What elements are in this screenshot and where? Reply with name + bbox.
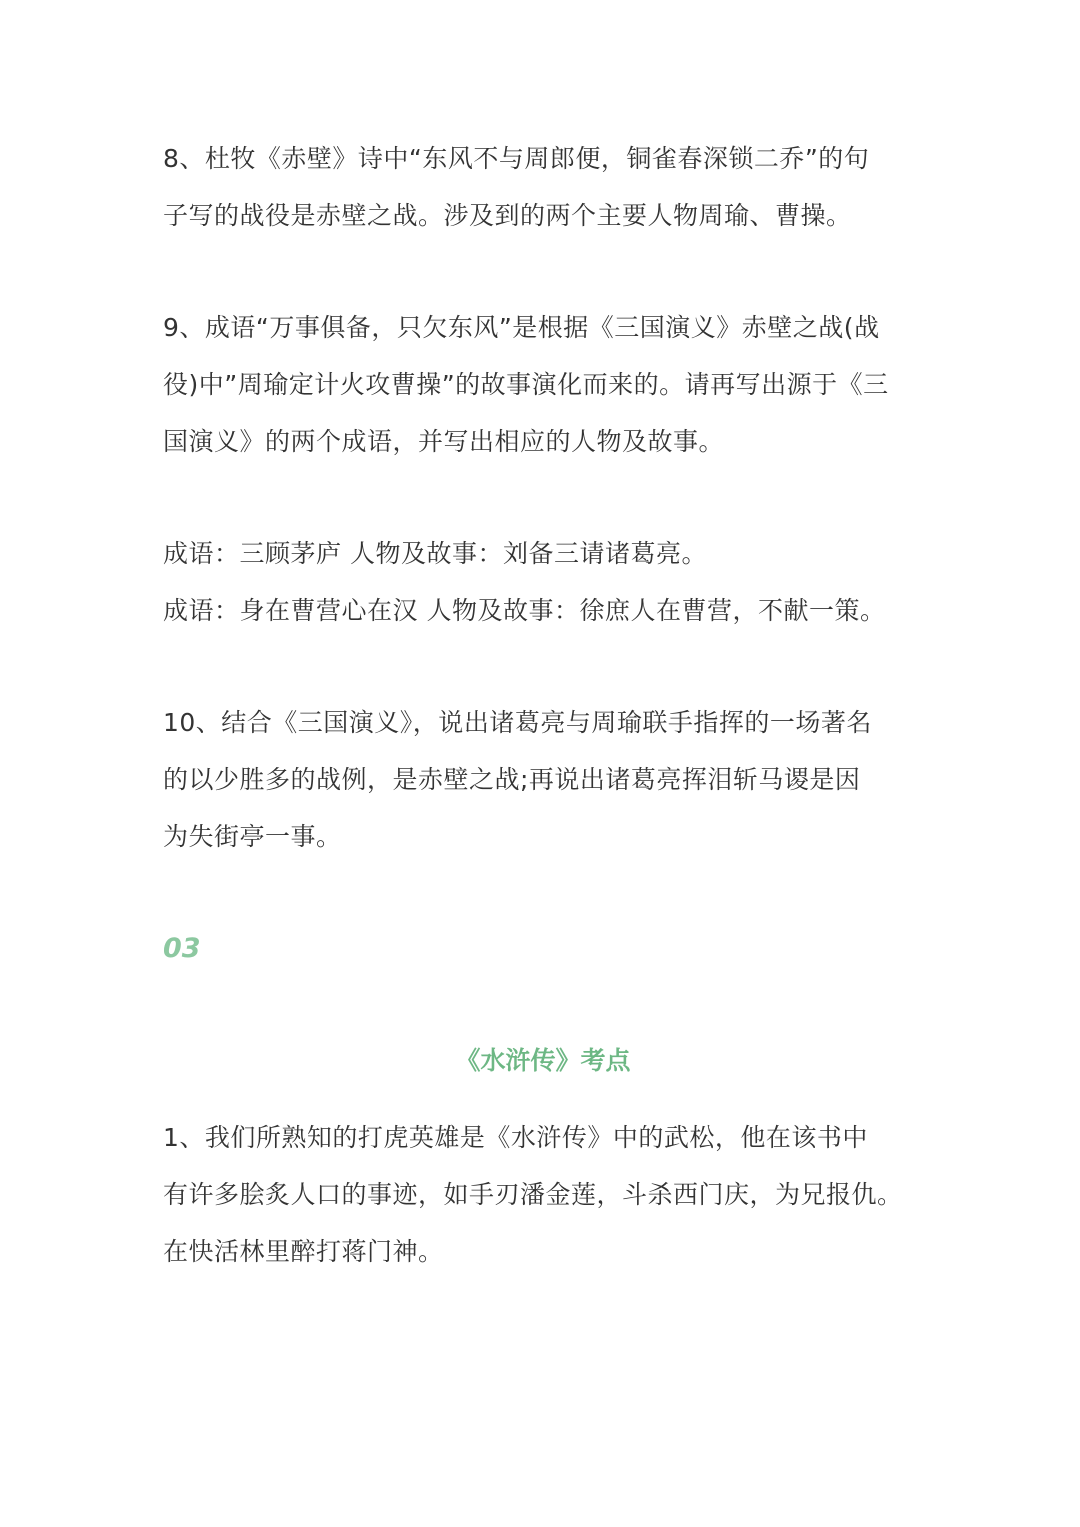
section-title: 《水浒传》考点 [455, 1046, 631, 1075]
text-line: 国演义》的两个成语，并写出相应的人物及故事。 [163, 427, 725, 456]
question-8 [163, 130, 923, 244]
text-line: 在快活林里醉打蒋门神。 [163, 1237, 444, 1266]
question-9 [163, 299, 923, 470]
text-line: 1、我们所熟知的打虎英雄是《水浒传》中的武松，他在该书中 [163, 1123, 868, 1152]
text-line: 成语：三顾茅庐 人物及故事：刘备三请诸葛亮。 [163, 539, 707, 568]
text-line: 有许多脍炙人口的事迹，如手刃潘金莲，斗杀西门庆，为兄报仇。 [163, 1180, 903, 1209]
spacer [163, 244, 923, 299]
spacer [163, 470, 923, 525]
text-line: 子写的战役是赤壁之战。涉及到的两个主要人物周瑜、曹操。 [163, 201, 852, 230]
text-line: 役)中”周瑜定计火攻曹操”的故事演化而来的。请再写出源于《三 [163, 370, 889, 399]
question-1 [163, 1109, 923, 1280]
text-line: 成语：身在曹营心在汉 人物及故事：徐庶人在曹营，不献一策。 [163, 596, 886, 625]
text-line: 10、结合《三国演义》，说出诸葛亮与周瑜联手指挥的一场著名 [163, 708, 872, 737]
spacer [163, 977, 923, 1032]
question-10 [163, 694, 923, 865]
spacer [163, 1089, 923, 1109]
answers-9 [163, 525, 923, 639]
spacer [163, 639, 923, 694]
text-line: 9、成语“万事俱备，只欠东风”是根据《三国演义》赤壁之战(战 [163, 313, 880, 342]
text-line: 8、杜牧《赤壁》诗中“东风不与周郎便，铜雀春深锁二乔”的句 [163, 144, 870, 173]
text-line: 的以少胜多的战例，是赤壁之战;再说出诸葛亮挥泪斩马谡是因 [163, 765, 861, 794]
text-line: 为失街亭一事。 [163, 822, 342, 851]
article-content [163, 130, 923, 1280]
spacer [163, 865, 923, 920]
section-number: 03 [163, 933, 201, 964]
